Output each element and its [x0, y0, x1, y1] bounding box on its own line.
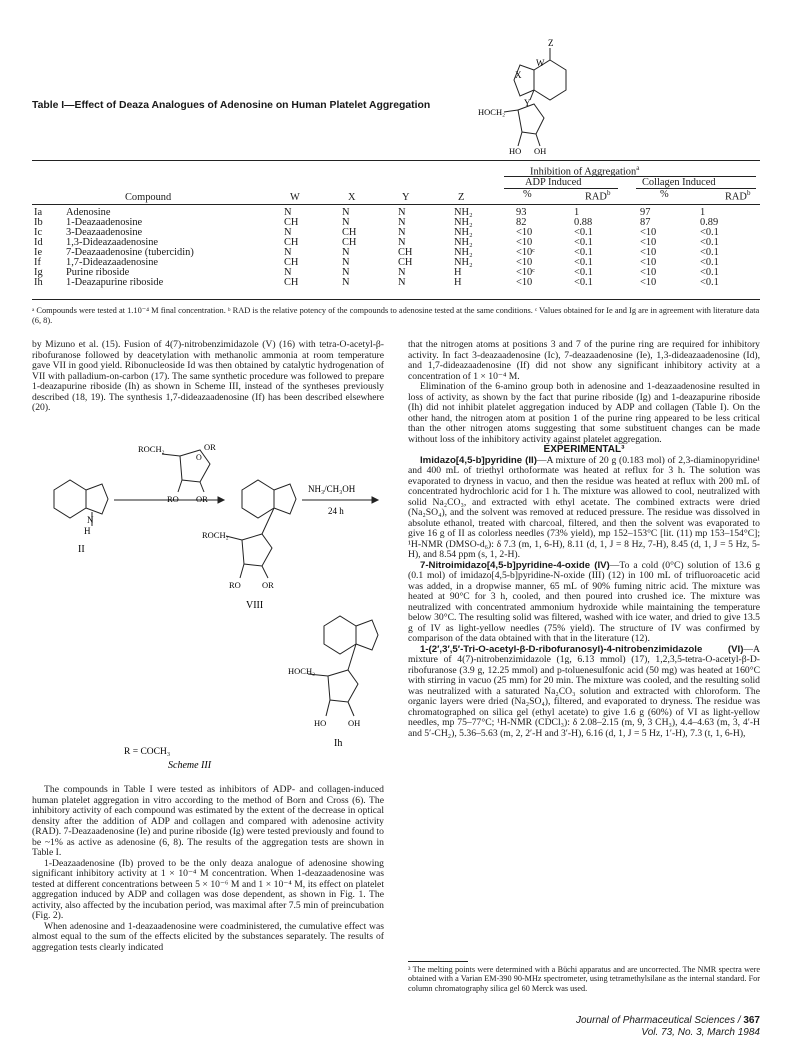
col-w: W [290, 192, 300, 203]
table-cell: <10ᶜ [516, 267, 535, 278]
col-y: Y [402, 192, 410, 203]
table-cell: <0.1 [700, 247, 719, 258]
scheme-caption: Scheme III [168, 760, 212, 771]
table-cell: 87 [640, 217, 651, 228]
table-cell: N [284, 267, 292, 278]
mid-roch2: ROCH₂ [202, 530, 229, 540]
table-cell: <0.1 [574, 227, 593, 238]
table-cell: NH₂ [454, 227, 473, 238]
reaction-time: 24 h [328, 506, 344, 516]
table-cell: N [284, 227, 292, 238]
table-cell: CH [284, 257, 299, 268]
table-cell: <0.1 [574, 277, 593, 288]
left-column [32, 340, 384, 414]
table-cell: N [398, 237, 406, 248]
para-right-1: that the nitrogen atoms at positions 3 and 7 of the purine ring are required for inhibitory activity. In fact 3-deazaadenosine (Ic), 7-deazaadenosine (Ie), 1,3-dideazaadenosine (Id), and 1,7-dideazaadenosine (If) did not show any significant inhibitory activity at a concentration of 1 × 10⁻⁴ M. [408, 339, 760, 382]
footnote-rule [408, 961, 468, 962]
label-ii: II [78, 544, 85, 555]
table-cell: Ig [34, 267, 43, 278]
table-cell: CH [398, 247, 413, 258]
table-cell: H [454, 267, 462, 278]
table-rule-bottom [32, 299, 760, 300]
col-col-rad: RAD$^b$ [725, 189, 751, 203]
ii-n: N [87, 515, 94, 525]
table-cell: <10 [516, 227, 533, 238]
exp-2: 7-Nitroimidazo[4,5-b]pyridine-4-oxide (IV)—To a cold (0°C) solution of 13.6 g (0.1 mol) of imidazo[4,5-b]pyridine-N-oxide (III) (12) in 100 mL of trifluoroacetic acid was added, in a dropwise manner, 65 mL of 90% fuming nitric acid. The mixture was heated at 90°C for 3 h, cooled, and then poured into crushed ice. The mixture was neutralized with concentrated ammonium hydroxide while maintaining the temperature below 30°C. The resulting solid was filtered, washed with ice water, and dried to give 13.5 g of IV as light-yellow needles (75% yield). The structure of IV was confirmed by comparison of the data obtained with that in the literature (12). [408, 559, 761, 644]
experimental-footnote: ³ The melting points were determined with a Büchi apparatus and are uncorrected. The NMR spectra were obtained with a Varian EM-390 90-MHz spectrometer, using tetramethylsilane as the internal standard. For column chromatography silica gel 60 Merck was used. [408, 965, 760, 993]
table-cell: 0.89 [700, 217, 719, 228]
table-cell: <10 [640, 277, 657, 288]
para-left-4: When adenosine and 1-deazaadenosine were coadministered, the cumulative effect was almost equal to the sum of the effects elicited by the substances separately. The results of aggregation tests clearly indicated [32, 920, 384, 953]
struct-w: W [536, 58, 545, 68]
table-cell: CH [284, 237, 299, 248]
table-cell: <10 [516, 257, 533, 268]
table-cell: 82 [516, 217, 527, 228]
group-header: Inhibition of Aggregation$^a$ [530, 164, 640, 178]
table-cell: 1 [700, 207, 706, 218]
table-cell: NH₂ [454, 257, 473, 268]
table-cell: <10 [640, 227, 657, 238]
table-cell: Adenosine [66, 207, 111, 218]
top-or: OR [204, 442, 216, 452]
table-cell: CH [342, 237, 357, 248]
table-cell: N [342, 277, 350, 288]
table-cell: NH₂ [454, 247, 473, 258]
table-cell: CH [342, 227, 357, 238]
bot-oh: OH [348, 718, 361, 728]
table-cell: <10 [640, 267, 657, 278]
table-cell: N [398, 227, 406, 238]
table-cell: 3-Deazaadenosine [66, 227, 143, 238]
table-cell: <0.1 [700, 277, 719, 288]
table-rule-top [32, 160, 760, 161]
scheme-iii [32, 430, 384, 780]
table-cell: <10 [516, 277, 533, 288]
top-o: O [196, 453, 202, 462]
reagent: NH₃/CH₃OH [308, 484, 356, 494]
table-cell: N [398, 217, 406, 228]
para-right-2: Elimination of the 6-amino group both in adenosine and 1-deazaadenosine resulted in loss of activity, as shown by the fact that purine riboside (Ig) and 1-deazapurine riboside (Ih) did not inhibit platelet aggregation induced by ADP and collagen (Table I). On the other hand, the nitrogen atom at position 1 of the purine ring appeared to be less critical than the other nitrogen atoms suggesting that some substituent changes can be made without loss of the inhibitory activity against platelet aggregation. [408, 381, 760, 445]
table-cell: 0.88 [574, 217, 593, 228]
table-cell: CH [284, 217, 299, 228]
table-cell: 93 [516, 207, 527, 218]
col-z: Z [458, 192, 465, 203]
struct-z: Z [548, 38, 554, 48]
table-cell: 1-Deazaadenosine [66, 217, 143, 228]
page-footer [576, 1015, 760, 1038]
structure-purine-riboside [478, 20, 588, 160]
table-cell: <10 [640, 257, 657, 268]
table-footnote: ᵃ Compounds were tested at 1.10⁻⁴ M final concentration. ᵇ RAD is the relative potency of the compounds to adenosine tested at the same conditions. ᶜ Values obtained for Ie and Ig are in agreement with literature data (6, 8). [32, 306, 760, 325]
table-cell: <0.1 [574, 237, 593, 248]
adp-header: ADP Induced [525, 177, 582, 188]
table-cell: NH₂ [454, 237, 473, 248]
table-cell: 1,3-Dideazaadenosine [66, 237, 159, 248]
mid-ro: RO [229, 580, 241, 590]
right-column [408, 340, 760, 739]
exp-1: Imidazo[4,5-b]pyridine (II)—A mixture of 20 g (0.183 mol) of 2,3-diaminopyridine¹ and 400 mL of triethyl orthoformate was heated at reflux for 3 h. The solution was evaporated to dryness in vacuo, and then the residue was heated at reflux with 200 mL of concentrated hydrochloric acid for 1 h. The mixture was allowed to cool, neutralized with solid Na₂CO₃, and extracted with ethyl acetate. The combined extracts were dried (Na₂SO₄), and the solvent was removed at reduced pressure. The residue was dissolved in absolute ethanol, treated with charcoal, filtered, and then the solvent was evaporated to give 16 g of II as colorless needles (73% yield), mp 152–153°C [lit. (11) mp 153–154°C]; ¹H-NMR (DMSO-d₆): δ 7.3 (m, 1, 6-H), 8.11 (d, 1, J = 8 Hz, 7-H), 8.45 (d, 1, J = 5 Hz, 5-H), and 8.54 ppm (s, 1, 2-H). [408, 454, 760, 560]
table-cell: NH₂ [454, 217, 473, 228]
col-adp-rad: RAD$^b$ [585, 189, 611, 203]
table-cell: N [342, 257, 350, 268]
data-table [32, 208, 760, 288]
table-cell: CH [398, 257, 413, 268]
left-column-lower [32, 785, 384, 953]
table-cell: N [342, 207, 350, 218]
table-cell: Ie [34, 247, 43, 258]
table-cell: <0.1 [700, 267, 719, 278]
table-cell: N [342, 267, 350, 278]
table-cell: <0.1 [574, 247, 593, 258]
table-cell: Ia [34, 207, 43, 218]
table-cell: If [34, 257, 41, 268]
bot-ho: HO [314, 718, 327, 728]
section-experimental: EXPERIMENTAL³ [543, 444, 625, 455]
page-number: 367 [743, 1015, 760, 1026]
table-cell: <0.1 [574, 257, 593, 268]
table-cell: <10 [640, 247, 657, 258]
para-left-1: by Mizuno et al. (15). Fusion of 4(7)-nitrobenzimidazole (V) (16) with tetra-O-acetyl-β-ribofuranose followed by deacetylation with methanolic ammonia at room temperature gave VII in good yield. Ribonucleoside Id was then obtained by catalytic hydrogenation of VII with palladium-on-carbon (17). The same synthetic procedure was followed to prepare 1-deazapurine riboside (Ih) as shown in Scheme III, instead of the syntheses previously described (18, 19). The synthesis 1,7-dideazaadenosine (If) has been described elsewhere (20). [32, 339, 384, 413]
struct-y: Y [524, 98, 531, 108]
table-cell: N [342, 217, 350, 228]
para-left-3: 1-Deazaadenosine (Ib) proved to be the only deaza analogue of adenosine showing significant inhibitory activity at 1 × 10⁻⁴ M concentration. When 1-deazaadenosine was tested at different concentrations between 5 × 10⁻⁶ M and 1 × 10⁻⁴ M, its effect on platelet aggregation induced by ADP and collagen was dose dependent, as shown in Fig. 1. The activity, also affected by the incubation period, was maximal after 7.5 min of preincubation (Fig. 2). [32, 857, 384, 921]
table-rule-mid [32, 204, 760, 205]
table-cell: <0.1 [700, 237, 719, 248]
table-cell: NH₂ [454, 207, 473, 218]
mid-or: OR [262, 580, 274, 590]
table-cell: N [284, 247, 292, 258]
table-cell: <0.1 [700, 257, 719, 268]
journal-issue: Vol. 73, No. 3, March 1984 [641, 1026, 760, 1038]
r-definition: R = COCH₃ [124, 747, 171, 757]
table-caption: Table I—Effect of Deaza Analogues of Adenosine on Human Platelet Aggregation [32, 100, 431, 111]
table-cell: CH [284, 277, 299, 288]
top-roch2: ROCH₂ [138, 444, 165, 454]
struct-ho: HO [509, 146, 522, 156]
col-x: X [348, 192, 356, 203]
collagen-header: Collagen Induced [642, 177, 716, 188]
table-cell: 7-Deazaadenosine (tubercidin) [66, 247, 194, 258]
label-ih: Ih [334, 738, 343, 749]
table-cell: Ib [34, 217, 43, 228]
label-viii: VIII [246, 600, 264, 611]
col-compound: Compound [125, 192, 172, 203]
bot-hoch2: HOCH₂ [288, 666, 316, 676]
struct-x: X [515, 70, 522, 80]
para-left-2: The compounds in Table I were tested as inhibitors of ADP- and collagen-induced human platelet aggregation in vitro according to the method of Born and Cross (6). The inhibitory activity of each compound was estimated by the extent of the decrease in optical density after the addition of ADP and collagen and compared with adenosine activity (RAD). 7-Deazaadenosine (Ie) and purine riboside (Ig) were tested previously and found to be ~1% as active as adenosine (6, 8). The results of the aggregation tests are shown in Table I. [32, 784, 384, 858]
table-cell: N [398, 277, 406, 288]
table-cell: Ih [34, 277, 43, 288]
table-cell: 1,7-Dideazaadenosine [66, 257, 159, 268]
table-cell: <0.1 [574, 267, 593, 278]
exp-3: 1-(2′,3′,5′-Tri-O-acetyl-β-D-ribofuranosyl)-4-nitrobenzimidazole (VI)—A mixture of 4(7)-nitrobenzimidazole (1g, 6.13 mmol) (17), 1,2,3,5-tetra-O-acetyl-β-D-ribofuranose (3.9 g, 12.25 mmol) and p-toluenesulfonic acid (50 mg) was heated at 160°C with stirring in vacuo (25 mm) for 20 min. The mixture was cooled, and the resulting solid was neutralized with a saturated Na₂CO₃ solution and extracted with chloroform. The organic layers were dried (Na₂SO₄), filtered, and evaporated to dryness. The residue was chromatographed on silica gel (ethyl acetate) to give 1.6 g (60%) of VI as light-yellow needles, mp 75–77°C; ¹H-NMR (CDCl₃): δ 2.08–2.15 (m, 9, 3 CH₃), 4.4–4.63 (m, 3, 4′-H and 5′-CH₂), 5.36–5.63 (m, 2, 2′-H and 3′-H), 6.16 (d, 1, J = 5 Hz, 1′-H), 7.3 (t, 1, 6-H), [408, 643, 760, 739]
table-cell: N [342, 247, 350, 258]
col-col-pct: % [660, 189, 669, 200]
table-cell: <10 [640, 237, 657, 248]
table-cell: Purine riboside [66, 267, 130, 278]
table-row [32, 278, 760, 288]
struct-oh: OH [534, 146, 547, 156]
ii-h: H [84, 526, 91, 536]
table-cell: <0.1 [700, 227, 719, 238]
struct-hoch2: HOCH₂ [478, 107, 506, 117]
table-cell: <10 [516, 237, 533, 248]
table-cell: Id [34, 237, 43, 248]
table-cell: 1-Deazapurine riboside [66, 277, 164, 288]
table-cell: 97 [640, 207, 651, 218]
journal-name: Journal of Pharmaceutical Sciences / [576, 1015, 744, 1026]
table-cell: H [454, 277, 462, 288]
col-adp-pct: % [523, 189, 532, 200]
top-or2: OR [196, 494, 208, 504]
table-cell: N [398, 207, 406, 218]
table-cell: <10ᶜ [516, 247, 535, 258]
table-cell: 1 [574, 207, 580, 218]
top-ro: RO [167, 494, 179, 504]
table-cell: N [398, 267, 406, 278]
table-cell: N [284, 207, 292, 218]
table-cell: Ic [34, 227, 43, 238]
